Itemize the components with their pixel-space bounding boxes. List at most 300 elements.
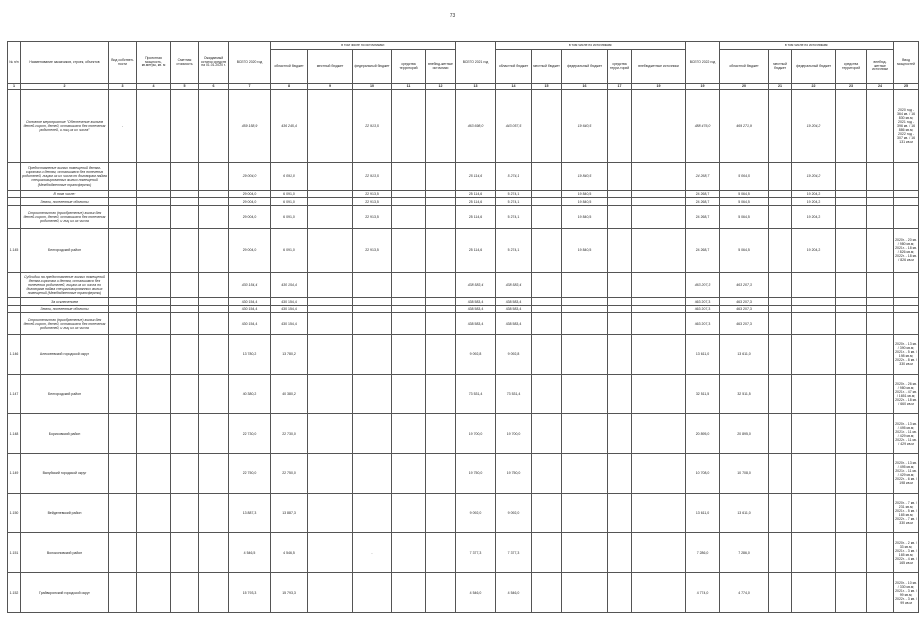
table-row <box>8 493 919 533</box>
offbudget-2021-cell <box>632 205 686 228</box>
federal-2021-cell <box>562 414 608 454</box>
balance-cell <box>199 272 229 298</box>
federal-2020-cell: 22 913,5 <box>353 205 392 228</box>
col-number: 16 <box>562 84 608 90</box>
local-2020-cell <box>308 272 353 298</box>
row-name: Алексеевский городской округ <box>21 334 109 374</box>
territory-2022-cell <box>836 272 867 298</box>
local-2021-cell <box>532 272 562 298</box>
territory-2021-cell <box>608 190 632 198</box>
territory-2021-cell <box>608 454 632 494</box>
oblast-2021-cell: 438 583,4 <box>496 272 532 298</box>
total-2020-cell: 29 004,0 <box>229 205 271 228</box>
territory-2022-cell <box>836 198 867 206</box>
row-name: Земли, поселенные объекты <box>21 198 109 206</box>
balance-cell <box>199 573 229 613</box>
row-name: В том числе: <box>21 190 109 198</box>
total-2021-cell: 438 583,4 <box>456 298 496 306</box>
total-2020-cell: 430 154,4 <box>229 305 271 313</box>
col-number: 15 <box>532 84 562 90</box>
territory-2022-cell <box>836 205 867 228</box>
total-2020-cell: 29 004,0 <box>229 163 271 191</box>
territory-2020-cell <box>392 454 426 494</box>
total-2022-cell: 24 268,7 <box>686 163 720 191</box>
table-row <box>8 272 919 298</box>
balance-cell <box>199 205 229 228</box>
local-2022-cell <box>769 305 792 313</box>
capacity-cell <box>137 272 171 298</box>
offbudget-2022-cell <box>867 313 894 334</box>
federal-2021-cell <box>562 305 608 313</box>
offbudget-2021-cell <box>632 533 686 573</box>
local-2021-cell <box>532 573 562 613</box>
offbudget-2022-cell <box>867 205 894 228</box>
local-2022-cell <box>769 298 792 306</box>
federal-2022-cell <box>792 454 836 494</box>
total-2020-cell: 15 793,3 <box>229 573 271 613</box>
total-2020-cell: 4 546,5 <box>229 533 271 573</box>
col-header-no: № п/п <box>8 42 21 84</box>
territory-2021-cell <box>608 493 632 533</box>
col-number: 2 <box>21 84 109 90</box>
offbudget-2021-cell <box>632 272 686 298</box>
col-number: 13 <box>456 84 496 90</box>
local-2020-cell <box>308 190 353 198</box>
total-2022-cell: 24 268,7 <box>686 228 720 272</box>
total-2020-cell: 22 730,0 <box>229 414 271 454</box>
table-row <box>8 90 919 163</box>
local-2020-cell <box>308 228 353 272</box>
federal-2022-cell: 19 204,2 <box>792 228 836 272</box>
row-number: 1.145 <box>8 228 21 272</box>
federal-2022-cell: 19 204,2 <box>792 90 836 163</box>
oblast-2020-cell: 6 091,0 <box>271 228 308 272</box>
local-2021-cell <box>532 228 562 272</box>
capacity-input-cell <box>894 163 919 191</box>
total-2020-cell: 13 780,2 <box>229 334 271 374</box>
territory-2021-cell <box>608 414 632 454</box>
oblast-2020-cell: 6 091,0 <box>271 205 308 228</box>
balance-cell <box>199 305 229 313</box>
row-number: 1.149 <box>8 454 21 494</box>
offbudget-2020-cell <box>426 374 456 414</box>
oblast-2021-cell: 443 057,5 <box>496 90 532 163</box>
row-number: 1.150 <box>8 493 21 533</box>
territory-2021-cell <box>608 334 632 374</box>
row-name: Строительство (приобретение) жилья для детей-сирот, детей, оставшихся без попечения родителей, и лиц из их числа <box>21 313 109 334</box>
offbudget-2022-cell <box>867 374 894 414</box>
local-2020-cell <box>308 163 353 191</box>
federal-2020-cell: 22 913,5 <box>353 90 392 163</box>
federal-2022-cell <box>792 305 836 313</box>
local-2022-cell <box>769 90 792 163</box>
federal-2020-cell: 22 913,5 <box>353 190 392 198</box>
territory-2020-cell <box>392 190 426 198</box>
total-2022-cell: 20 895,0 <box>686 414 720 454</box>
territory-2020-cell <box>392 272 426 298</box>
local-2022-cell <box>769 228 792 272</box>
offbudget-2020-cell <box>426 454 456 494</box>
total-2021-cell: 19 750,0 <box>456 454 496 494</box>
col-header-total-2020: ВСЕГО 2020 год <box>229 42 271 84</box>
territory-2022-cell <box>836 533 867 573</box>
local-2022-cell <box>769 313 792 334</box>
offbudget-2020-cell <box>426 334 456 374</box>
col-header-estimate: Сметная стоимость <box>171 42 199 84</box>
total-2020-cell: 430 154,4 <box>229 298 271 306</box>
total-2021-cell: 438 583,4 <box>456 272 496 298</box>
col-number: 20 <box>720 84 769 90</box>
local-2021-cell <box>532 334 562 374</box>
table-row <box>8 334 919 374</box>
oblast-2021-cell: 7 377,3 <box>496 533 532 573</box>
territory-2022-cell <box>836 374 867 414</box>
table-row <box>8 205 919 228</box>
local-2021-cell <box>532 190 562 198</box>
balance-cell <box>199 493 229 533</box>
territory-2022-cell <box>836 90 867 163</box>
row-number <box>8 205 21 228</box>
oblast-2020-cell: 40 380,2 <box>271 374 308 414</box>
total-2020-cell: 430 154,4 <box>229 272 271 298</box>
territory-2020-cell <box>392 305 426 313</box>
sources-group-2021: в том числе по источникам: <box>496 42 686 50</box>
col-header-total-2021: ВСЕГО 2021 год <box>456 42 496 84</box>
balance-cell <box>199 334 229 374</box>
federal-2021-cell <box>562 454 608 494</box>
federal-2021-cell <box>562 298 608 306</box>
balance-cell <box>199 190 229 198</box>
local-2020-cell <box>308 493 353 533</box>
territory-2021-cell <box>608 374 632 414</box>
offbudget-2021-cell <box>632 454 686 494</box>
col-number: 5 <box>171 84 199 90</box>
col-header-balance: Ожидаемый остаток средств на 01.01.2020 г. <box>199 42 229 84</box>
oblast-2022-cell: 463 207,3 <box>720 272 769 298</box>
capacity-input-cell: 2020г. - 20 кв. / 980 кв.м; 2021г. - 18 кв. / 826 кв.м; 2022г. - 18 кв. / 826 кв.м <box>894 228 919 272</box>
col-number: 6 <box>199 84 229 90</box>
offbudget-2021-cell <box>632 163 686 191</box>
capacity-input-cell: 2020г. - 2 кв. / 33 кв.м; 2021г. - 3 кв. / 165 кв.м; 2022г. - 4 кв. / 165 кв.м <box>894 533 919 573</box>
row-name: За исключением <box>21 298 109 306</box>
balance-cell <box>199 90 229 163</box>
local-2022-cell <box>769 334 792 374</box>
federal-2021-cell <box>562 493 608 533</box>
territory-2020-cell <box>392 163 426 191</box>
balance-cell <box>199 374 229 414</box>
federal-2022-cell <box>792 493 836 533</box>
row-number: 1.147 <box>8 374 21 414</box>
total-2022-cell: 10 708,0 <box>686 454 720 494</box>
row-name: Строительство (приобретение) жилья для детей-сирот, детей, оставшихся без попечения родителей, и лиц из их числа <box>21 205 109 228</box>
oblast-2021-cell: 5 274,1 <box>496 190 532 198</box>
row-number <box>8 313 21 334</box>
col-header-offbudget-2020: внебюд-жетные источники <box>426 50 456 84</box>
federal-2021-cell: 19 640,5 <box>562 90 608 163</box>
oblast-2022-cell: 7 286,0 <box>720 533 769 573</box>
federal-2020-cell <box>353 298 392 306</box>
capacity-input-cell: 2020г. - 26 кв. / 980 кв.м; 2021г. - 47 кв. / 1651 кв.м; 2022г. - 18 кв. / 660 кв.м <box>894 374 919 414</box>
capacity-input-cell: 2020г. - 13 кв. / 495 кв.м; 2021г. - 11 кв. / 429 кв.м; 2022г. - 11 кв. / 429 кв.м <box>894 414 919 454</box>
capacity-input-cell <box>894 313 919 334</box>
estimate-cell <box>171 198 199 206</box>
col-header-local-2022: местный бюджет <box>769 50 792 84</box>
local-2022-cell <box>769 414 792 454</box>
table-row <box>8 198 919 206</box>
capacity-cell <box>137 334 171 374</box>
oblast-2021-cell: 9 092,8 <box>496 334 532 374</box>
balance-cell <box>199 163 229 191</box>
ownership-cell <box>109 374 137 414</box>
federal-2020-cell <box>353 493 392 533</box>
col-number: 11 <box>392 84 426 90</box>
federal-2020-cell <box>353 374 392 414</box>
local-2020-cell <box>308 454 353 494</box>
row-number <box>8 163 21 191</box>
local-2021-cell <box>532 533 562 573</box>
col-number: 1 <box>8 84 21 90</box>
federal-2021-cell: 19 840,5 <box>562 205 608 228</box>
ownership-cell <box>109 163 137 191</box>
capacity-cell <box>137 90 171 163</box>
offbudget-2021-cell <box>632 313 686 334</box>
row-name: Белгородский район <box>21 374 109 414</box>
offbudget-2021-cell <box>632 190 686 198</box>
row-name: Субсидии на предоставление жилых помещений детям-сиротам и детям, оставшимся без попечения родителей, лицам из их числа по договорам найма специализированных жилых помещений (Межбюджетные трансферты) <box>21 272 109 298</box>
offbudget-2020-cell <box>426 90 456 163</box>
federal-2022-cell <box>792 414 836 454</box>
oblast-2021-cell: 438 583,4 <box>496 298 532 306</box>
federal-2022-cell <box>792 313 836 334</box>
offbudget-2020-cell <box>426 414 456 454</box>
offbudget-2021-cell <box>632 198 686 206</box>
col-header-total-2022: ВСЕГО 2022 год <box>686 42 720 84</box>
estimate-cell <box>171 272 199 298</box>
col-header-federal-2022: федеральный бюджет <box>792 50 836 84</box>
capacity-input-cell: 2020г. - 13 кв. / 495 кв.м; 2021г. - 11 кв. / 429 кв.м; 2022г. - 6 кв. / 198 кв.м <box>894 454 919 494</box>
total-2020-cell: 29 004,0 <box>229 190 271 198</box>
row-number <box>8 190 21 198</box>
table-row <box>8 190 919 198</box>
total-2020-cell: 13 887,3 <box>229 493 271 533</box>
oblast-2021-cell: 438 583,4 <box>496 313 532 334</box>
col-number: 23 <box>836 84 867 90</box>
col-header-oblast-2022: областной бюджет <box>720 50 769 84</box>
col-number: 17 <box>608 84 632 90</box>
table-body <box>8 90 919 613</box>
col-header-territory-2022: средства территорий <box>836 50 867 84</box>
total-2021-cell: 73 531,4 <box>456 374 496 414</box>
row-name: Основное мероприятие "Обеспечение жильем детей-сирот, детей, оставшихся без попечения родителей, и лиц из их числа" <box>21 90 109 163</box>
capacity-cell <box>137 305 171 313</box>
offbudget-2022-cell <box>867 272 894 298</box>
offbudget-2021-cell <box>632 374 686 414</box>
capacity-cell <box>137 533 171 573</box>
total-2020-cell: 22 750,0 <box>229 454 271 494</box>
offbudget-2021-cell <box>632 90 686 163</box>
oblast-2020-cell: 430 154,4 <box>271 313 308 334</box>
total-2020-cell: 430 154,4 <box>229 313 271 334</box>
capacity-input-cell <box>894 272 919 298</box>
table-row <box>8 228 919 272</box>
territory-2022-cell <box>836 414 867 454</box>
ownership-cell <box>109 414 137 454</box>
ownership-cell <box>109 334 137 374</box>
local-2021-cell <box>532 298 562 306</box>
oblast-2020-cell: 13 887,3 <box>271 493 308 533</box>
territory-2022-cell <box>836 298 867 306</box>
oblast-2021-cell: 5 274,1 <box>496 163 532 191</box>
territory-2020-cell <box>392 198 426 206</box>
local-2021-cell <box>532 414 562 454</box>
capacity-cell <box>137 205 171 228</box>
territory-2020-cell <box>392 205 426 228</box>
total-2020-cell: 40 380,2 <box>229 374 271 414</box>
col-number: 19 <box>686 84 720 90</box>
oblast-2020-cell: 15 793,3 <box>271 573 308 613</box>
offbudget-2020-cell <box>426 228 456 272</box>
territory-2020-cell <box>392 228 426 272</box>
oblast-2020-cell: 430 154,4 <box>271 305 308 313</box>
offbudget-2020-cell <box>426 298 456 306</box>
table-row <box>8 313 919 334</box>
territory-2022-cell <box>836 573 867 613</box>
estimate-cell <box>171 305 199 313</box>
total-2021-cell: 25 114,6 <box>456 190 496 198</box>
capacity-input-cell <box>894 298 919 306</box>
row-name: Грайворонский городской округ <box>21 573 109 613</box>
capacity-input-cell <box>894 205 919 228</box>
row-number <box>8 90 21 163</box>
local-2020-cell <box>308 298 353 306</box>
total-2021-cell: 19 700,0 <box>456 414 496 454</box>
row-name: Борисовский район <box>21 414 109 454</box>
total-2022-cell: 24 268,7 <box>686 205 720 228</box>
ownership-cell <box>109 493 137 533</box>
federal-2020-cell <box>353 305 392 313</box>
sources-group-2022: в том числе по источникам: <box>720 42 894 50</box>
col-header-federal-2021: федеральный бюджет <box>562 50 608 84</box>
header-row-1 <box>8 42 919 50</box>
capacity-input-cell: 2020г. - 7 кв. / 231 кв.м; 2021г. - 5 кв. / 165 кв.м; 2022г. - 7 кв. / 330 кв.м <box>894 493 919 533</box>
estimate-cell <box>171 334 199 374</box>
territory-2021-cell <box>608 272 632 298</box>
federal-2022-cell <box>792 573 836 613</box>
local-2021-cell <box>532 198 562 206</box>
federal-2021-cell <box>562 533 608 573</box>
row-number: 1.146 <box>8 334 21 374</box>
oblast-2022-cell: 5 064,5 <box>720 190 769 198</box>
row-name: Вейделевский район <box>21 493 109 533</box>
table-row <box>8 298 919 306</box>
offbudget-2020-cell <box>426 163 456 191</box>
col-header-offbudget-2022: внебюд-жетные источники <box>867 50 894 84</box>
federal-2022-cell <box>792 374 836 414</box>
balance-cell <box>199 414 229 454</box>
capacity-cell <box>137 454 171 494</box>
ownership-cell: - <box>109 90 137 163</box>
capacity-cell <box>137 414 171 454</box>
table-row <box>8 374 919 414</box>
col-header-federal-2020: федеральный бюджет <box>353 50 392 84</box>
ownership-cell <box>109 573 137 613</box>
capacity-input-cell: 2020г. - 13 кв. / 390 кв.м; 2021г. - 5 кв. / 198 кв.м; 2022г. - 8 кв. / 330 кв.м <box>894 334 919 374</box>
local-2020-cell <box>308 305 353 313</box>
local-2020-cell <box>308 313 353 334</box>
oblast-2022-cell: 4 774,0 <box>720 573 769 613</box>
ownership-cell <box>109 190 137 198</box>
territory-2021-cell <box>608 90 632 163</box>
oblast-2022-cell: 13 611,0 <box>720 493 769 533</box>
offbudget-2022-cell <box>867 190 894 198</box>
col-header-oblast-2021: областной бюджет <box>496 50 532 84</box>
local-2020-cell <box>308 205 353 228</box>
col-header-capacity-input: Ввод мощностей <box>894 42 919 84</box>
col-number: 3 <box>109 84 137 90</box>
row-number <box>8 305 21 313</box>
offbudget-2022-cell <box>867 533 894 573</box>
row-number: 1.148 <box>8 414 21 454</box>
federal-2022-cell: 19 204,2 <box>792 163 836 191</box>
offbudget-2022-cell <box>867 298 894 306</box>
col-header-offbudget-2021: внебюджетные источники <box>632 50 686 84</box>
offbudget-2021-cell <box>632 305 686 313</box>
estimate-cell <box>171 414 199 454</box>
offbudget-2020-cell <box>426 198 456 206</box>
row-number: 1.152 <box>8 573 21 613</box>
col-number: 19 <box>632 84 686 90</box>
capacity-input-cell <box>894 305 919 313</box>
oblast-2021-cell: 5 274,1 <box>496 205 532 228</box>
local-2022-cell <box>769 533 792 573</box>
oblast-2020-cell: 22 730,0 <box>271 414 308 454</box>
total-2021-cell: 438 583,4 <box>456 313 496 334</box>
row-number <box>8 198 21 206</box>
total-2022-cell: 463 207,3 <box>686 313 720 334</box>
capacity-cell <box>137 313 171 334</box>
oblast-2020-cell: 6 091,0 <box>271 163 308 191</box>
offbudget-2020-cell <box>426 493 456 533</box>
federal-2022-cell <box>792 298 836 306</box>
estimate-cell <box>171 228 199 272</box>
balance-cell <box>199 298 229 306</box>
table-row <box>8 305 919 313</box>
estimate-cell <box>171 205 199 228</box>
total-2022-cell: 463 207,3 <box>686 272 720 298</box>
federal-2021-cell <box>562 272 608 298</box>
offbudget-2022-cell <box>867 414 894 454</box>
oblast-2020-cell: 430 154,4 <box>271 272 308 298</box>
estimate-cell <box>171 90 199 163</box>
capacity-cell <box>137 493 171 533</box>
offbudget-2022-cell <box>867 163 894 191</box>
total-2022-cell: 7 286,0 <box>686 533 720 573</box>
balance-cell <box>199 198 229 206</box>
territory-2021-cell <box>608 198 632 206</box>
col-number: 4 <box>137 84 171 90</box>
offbudget-2022-cell <box>867 573 894 613</box>
ownership-cell <box>109 298 137 306</box>
row-name: Белгородский район <box>21 228 109 272</box>
col-header-local-2021: местный бюджет <box>532 50 562 84</box>
local-2021-cell <box>532 205 562 228</box>
estimate-cell <box>171 493 199 533</box>
capacity-input-cell: 2020г. - 10 кв. / 330 кв.м; 2021г. - 3 кв. / 99 кв.м; 2022г. - 3 кв. / 99 кв.м <box>894 573 919 613</box>
capacity-cell <box>137 198 171 206</box>
ownership-cell <box>109 272 137 298</box>
federal-2020-cell <box>353 334 392 374</box>
oblast-2022-cell: 5 064,5 <box>720 198 769 206</box>
